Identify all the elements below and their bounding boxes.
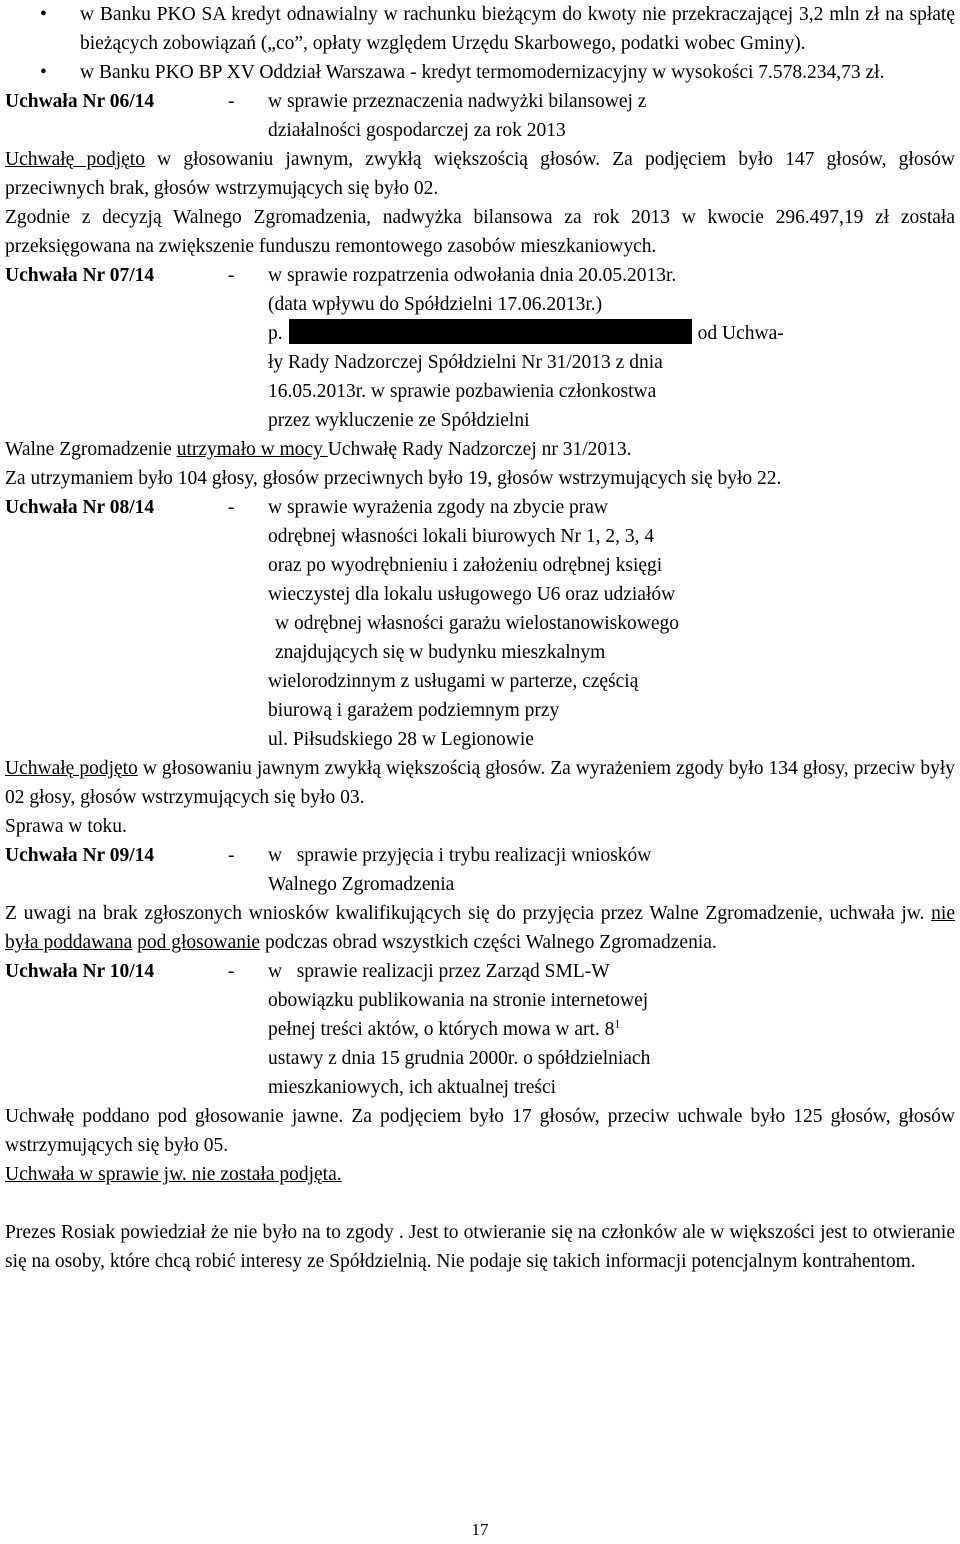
vote-text: w głosowaniu jawnym zwykłą większością głosów. Za wyrażeniem zgody było 134 głosy, przeciw były 02 głosy, głosów wstrzymujących się było 03. <box>5 758 955 808</box>
resolution-number: Uchwała Nr 10/14 <box>5 961 155 982</box>
resolution-topic-line: 16.05.2013r. w sprawie pozbawienia członkostwa <box>268 381 657 402</box>
resolution-topic-line: (data wpływu do Spółdzielni 17.06.2013r.) <box>268 294 603 315</box>
resolution-number: Uchwała Nr 09/14 <box>5 845 155 866</box>
resolution-topic: w sprawie realizacji przez Zarząd SML-W <box>268 961 610 982</box>
resolution-topic-line: biurową i garażem podziemnym przy <box>268 700 560 721</box>
dash: - <box>228 845 235 866</box>
resolution-06-vote <box>5 145 955 203</box>
resolution-topic-line: w odrębnej własności garażu wielostanowiskowego <box>275 613 679 634</box>
dash: - <box>228 91 235 112</box>
resolution-10-vote: Uchwałę poddano pod głosowanie jawne. Za podjęciem było 17 głosów, przeciw uchwale było 125 głosów, głosów wstrzymujących się było 05. <box>5 1106 955 1156</box>
dash: - <box>228 961 235 982</box>
resolution-topic-line: znajdujących się w budynku mieszkalnym <box>275 642 606 663</box>
resolution-07-vote: Za utrzymaniem było 104 głosy, głosów przeciwnych było 19, głosów wstrzymujących się było 22. <box>5 468 782 489</box>
resolution-08-status: Sprawa w toku. <box>5 816 127 837</box>
resolution-topic-line: wieczystej dla lokalu usługowego U6 oraz udziałów <box>268 584 676 605</box>
result-text: Walne Zgromadzenie <box>5 439 177 460</box>
resolution-06-decision: Zgodnie z decyzją Walnego Zgromadzenia, nadwyżka bilansowa za rok 2013 w kwocie 296.497,19 zł została przeksięgowana na zwiększenie funduszu remontowego zasobów mieszkaniowych. <box>5 207 955 257</box>
text-underlined: nie była poddawana <box>5 903 955 953</box>
resolution-08-heading <box>5 493 955 522</box>
resolution-topic: w sprawie przeznaczenia nadwyżki bilansowej z <box>268 91 647 112</box>
resolution-topic-line: przez wykluczenie ze Spółdzielni <box>268 410 530 431</box>
topic-text: pełnej treści aktów, o których mowa w art. 8 <box>268 1019 615 1040</box>
redaction-bar <box>289 319 692 344</box>
resolution-topic-line: ul. Piłsudskiego 28 w Legionowie <box>268 729 534 750</box>
topic-text: od Uchwa- <box>697 323 784 344</box>
bullet-item-pko-bp <box>5 58 955 87</box>
vote-underlined: Uchwałę podjęto <box>5 149 145 170</box>
resolution-topic-line: wielorodzinnym z usługami w parterze, częścią <box>268 671 639 692</box>
result-text: Uchwałę Rady Nadzorczej nr 31/2013. <box>327 439 632 460</box>
resolution-topic: w sprawie rozpatrzenia odwołania dnia 20.05.2013r. <box>268 265 677 286</box>
bullet-text: w Banku PKO BP XV Oddział Warszawa - kredyt termomodernizacyjny w wysokości 7.578.234,73 zł. <box>80 62 885 83</box>
resolution-08-vote <box>5 754 955 812</box>
resolution-10-heading <box>5 957 955 986</box>
result-underlined: utrzymało w mocy <box>176 439 328 460</box>
resolution-topic: w sprawie przyjęcia i trybu realizacji wniosków <box>268 845 652 866</box>
dash: - <box>228 497 235 518</box>
resolution-number: Uchwała Nr 06/14 <box>5 91 155 112</box>
dash: - <box>228 265 235 286</box>
resolution-topic-line: mieszkaniowych, ich aktualnej treści <box>268 1077 557 1098</box>
text-underlined: pod głosowanie <box>137 932 261 953</box>
vote-underlined: Uchwałę podjęto <box>5 758 138 779</box>
bullet-icon: • <box>40 62 47 83</box>
resolution-topic-line: działalności gospodarczej za rok 2013 <box>268 120 566 141</box>
text-part: podczas obrad wszystkich części Walnego Zgromadzenia. <box>260 932 717 953</box>
page-number: 17 <box>471 1520 489 1539</box>
resolution-number: Uchwała Nr 07/14 <box>5 265 155 286</box>
topic-text: p. <box>268 323 283 344</box>
resolution-topic-line: oraz po wyodrębnieniu i założeniu odrębnej księgi <box>268 555 663 576</box>
resolution-07-heading <box>5 261 955 290</box>
superscript: 1 <box>614 1016 621 1031</box>
text-part: Z uwagi na brak zgłoszonych wniosków kwalifikujących się do przyjęcia przez Walne Zgromadzenie, uchwała jw. <box>5 903 932 924</box>
closing-paragraph: Prezes Rosiak powiedział że nie było na to zgody . Jest to otwieranie się na członków ale w większości jest to otwieranie się na osoby, które chcą robić interesy ze Spółdzielnią. Nie podaje się takich informacji potencjalnym kontrahentom. <box>5 1222 955 1272</box>
resolution-topic-line: ły Rady Nadzorczej Spółdzielni Nr 31/2013 z dnia <box>268 352 663 373</box>
resolution-06-heading <box>5 87 955 116</box>
resolution-topic-line: Walnego Zgromadzenia <box>268 874 455 895</box>
resolution-09-text <box>5 899 955 957</box>
resolution-number: Uchwała Nr 08/14 <box>5 497 155 518</box>
resolution-topic-line: obowiązku publikowania na stronie internetowej <box>268 990 649 1011</box>
bullet-item-pko-sa <box>5 0 955 58</box>
resolution-topic-line: odrębnej własności lokali biurowych Nr 1, 2, 3, 4 <box>268 526 655 547</box>
resolution-topic-line: ustawy z dnia 15 grudnia 2000r. o spółdzielniach <box>268 1048 651 1069</box>
resolution-10-result: Uchwała w sprawie jw. nie została podjęta. <box>5 1164 342 1185</box>
resolution-topic-line-redacted <box>5 319 955 348</box>
spacer <box>5 1189 955 1218</box>
resolution-topic: w sprawie wyrażenia zgody na zbycie praw <box>268 497 609 518</box>
resolution-topic-line <box>5 1015 955 1044</box>
vote-text: w głosowaniu jawnym, zwykłą większością głosów. Za podjęciem było 147 głosów, głosów przeciwnych brak, głosów wstrzymujących się było 02. <box>5 149 955 199</box>
resolution-07-result <box>5 435 955 464</box>
bullet-icon: • <box>40 4 47 25</box>
resolution-09-heading <box>5 841 955 870</box>
bullet-text: w Banku PKO SA kredyt odnawialny w rachunku bieżącym do kwoty nie przekraczającej 3,2 mln zł na spłatę bieżących zobowiązań („co”, opłaty względem Urzędu Skarbowego, podatki wobec Gminy). <box>80 4 955 54</box>
document-page <box>5 0 955 1276</box>
